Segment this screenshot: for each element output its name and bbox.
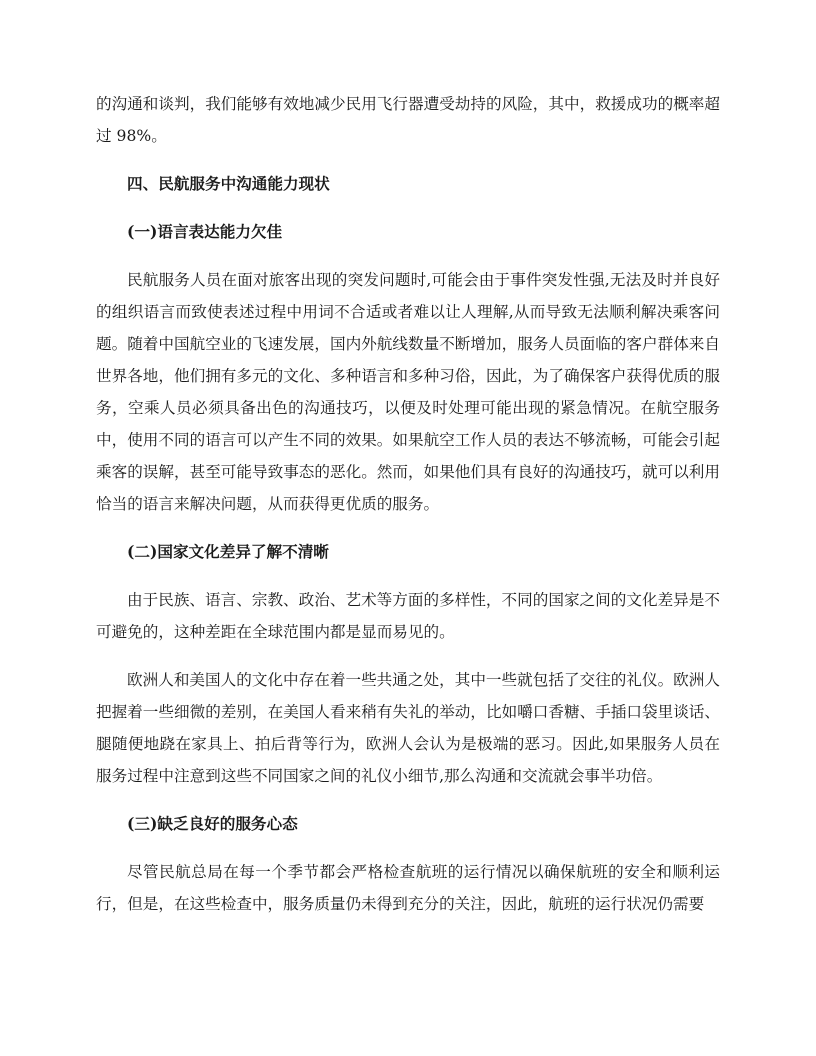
subsection-2-paragraph-2: 欧洲人和美国人的文化中存在着一些共通之处，其中一些就包括了交往的礼仪。欧洲人把握着一些细微的差别，在美国人看来稍有失礼的举动，比如嚼口香糖、手插口袋里谈话、腿随便地跷在家具上、拍后背等行为，欧洲人会认为是极端的恶习。因此,如果服务人员在服务过程中注意到这些不同国家之间的礼仪小细节,那么沟通和交流就会事半功倍。 — [96, 671, 720, 785]
intro-paragraph: 的沟通和谈判，我们能够有效地减少民用飞行器遭受劫持的风险，其中，救援成功的概率超过 98%。 — [96, 95, 720, 145]
document-page — [96, 88, 720, 920]
subsection-2-paragraph-1: 由于民族、语言、宗教、政治、艺术等方面的多样性，不同的国家之间的文化差异是不可避免的，这种差距在全球范围内都是显而易见的。 — [96, 591, 720, 641]
section-heading-4: 四、民航服务中沟通能力现状 — [127, 174, 330, 193]
subsection-heading-2: (二)国家文化差异了解不清晰 — [127, 542, 329, 561]
subsection-heading-1: (一)语言表达能力欠佳 — [127, 222, 283, 241]
subsection-heading-3: (三)缺乏良好的服务心态 — [127, 814, 298, 833]
subsection-1-paragraph: 民航服务人员在面对旅客出现的突发问题时,可能会由于事件突发性强,无法及时并良好的组织语言而致使表述过程中用词不合适或者难以让人理解,从而导致无法顺利解决乘客问题。随着中国航空业的飞速发展，国内外航线数量不断增加，服务人员面临的客户群体来自世界各地，他们拥有多元的文化、多种语言和多种习俗，因此，为了确保客户获得优质的服务，空乘人员必须具备出色的沟通技巧，以便及时处理可能出现的紧急情况。在航空服务中，使用不同的语言可以产生不同的效果。如果航空工作人员的表达不够流畅，可能会引起乘客的误解，甚至可能导致事态的恶化。然而，如果他们具有良好的沟通技巧，就可以利用恰当的语言来解决问题，从而获得更优质的服务。 — [96, 271, 720, 513]
subsection-3-paragraph: 尽管民航总局在每一个季节都会严格检查航班的运行情况以确保航班的安全和顺利运行，但是，在这些检查中，服务质量仍未得到充分的关注，因此，航班的运行状况仍需要 — [96, 863, 720, 913]
